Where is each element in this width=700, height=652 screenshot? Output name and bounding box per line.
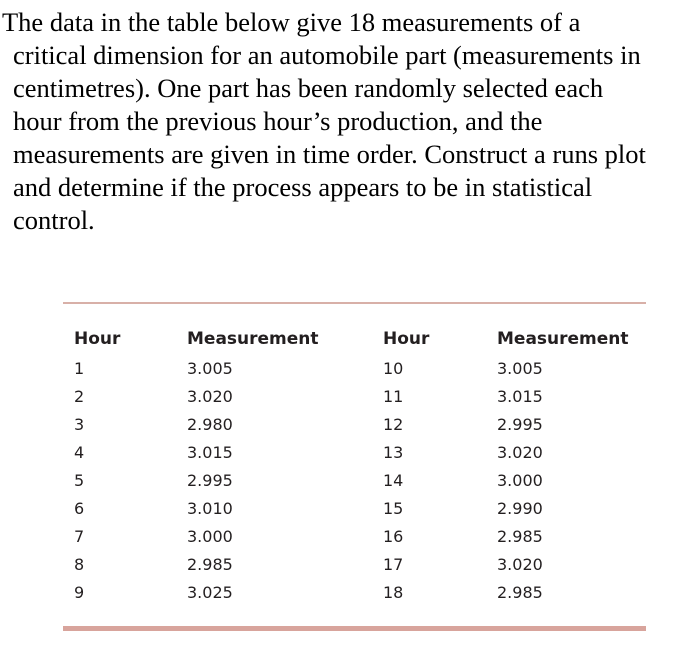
cell-hour: 3 [74, 414, 85, 434]
measurement-table-block [63, 302, 646, 631]
cell-measurement: 3.005 [187, 358, 233, 378]
problem-line: centimetres). One part has been randomly selected each [13, 73, 604, 103]
cell-measurement: 3.000 [187, 526, 233, 546]
table-row [63, 382, 646, 410]
problem-line: critical dimension for an automobile part (measurements in [13, 40, 641, 70]
cell-hour: 1 [74, 358, 85, 378]
header-hour: Hour [74, 329, 121, 349]
cell-measurement: 2.980 [187, 414, 233, 434]
cell-measurement: 2.995 [497, 414, 543, 434]
cell-measurement: 3.010 [187, 498, 233, 518]
problem-line: hour from the previous hour’s production, and the [13, 106, 543, 136]
table-row [63, 522, 646, 550]
cell-hour: 10 [383, 358, 404, 378]
cell-measurement: 2.985 [187, 554, 233, 574]
cell-measurement: 2.985 [497, 526, 543, 546]
cell-hour: 11 [383, 386, 404, 406]
table-header-row [63, 324, 646, 354]
cell-hour: 5 [74, 470, 85, 490]
cell-hour: 7 [74, 526, 85, 546]
cell-measurement: 3.020 [497, 442, 543, 462]
cell-measurement: 3.015 [497, 386, 543, 406]
table-top-rule [63, 302, 646, 304]
cell-measurement: 3.015 [187, 442, 233, 462]
cell-measurement: 3.020 [497, 554, 543, 574]
cell-hour: 16 [383, 526, 404, 546]
cell-measurement: 3.020 [187, 386, 233, 406]
problem-line: and determine if the process appears to be in statistical [13, 172, 593, 202]
header-measurement: Measurement [497, 329, 629, 349]
table-row [63, 438, 646, 466]
cell-measurement: 2.985 [497, 582, 543, 602]
problem-statement [0, 0, 692, 237]
table-row [63, 578, 646, 606]
cell-hour: 9 [74, 582, 85, 602]
table-row [63, 466, 646, 494]
cell-hour: 8 [74, 554, 85, 574]
measurement-table [63, 324, 646, 606]
cell-hour: 12 [383, 414, 404, 434]
cell-measurement: 3.000 [497, 470, 543, 490]
cell-hour: 2 [74, 386, 85, 406]
header-hour: Hour [383, 329, 430, 349]
problem-line: control. [13, 205, 95, 235]
table-row [63, 410, 646, 438]
table-bottom-rule [63, 626, 646, 631]
cell-hour: 15 [383, 498, 404, 518]
cell-hour: 18 [383, 582, 404, 602]
problem-line: measurements are given in time order. Construct a runs plot [13, 139, 646, 169]
table-row [63, 494, 646, 522]
header-measurement: Measurement [187, 329, 319, 349]
cell-measurement: 3.025 [187, 582, 233, 602]
cell-hour: 13 [383, 442, 404, 462]
cell-measurement: 3.005 [497, 358, 543, 378]
cell-measurement: 2.995 [187, 470, 233, 490]
cell-measurement: 2.990 [497, 498, 543, 518]
cell-hour: 6 [74, 498, 85, 518]
table-row [63, 550, 646, 578]
problem-line: The data in the table below give 18 measurements of a [2, 7, 581, 37]
cell-hour: 14 [383, 470, 404, 490]
cell-hour: 17 [383, 554, 404, 574]
cell-hour: 4 [74, 442, 85, 462]
table-row [63, 354, 646, 382]
